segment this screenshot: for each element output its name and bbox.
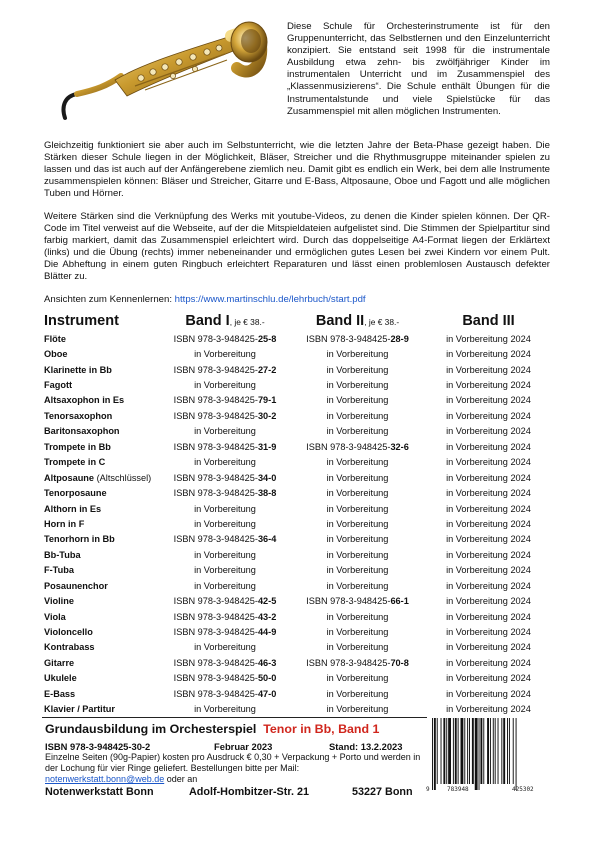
band-3-cell: in Vorbereitung 2024	[446, 395, 531, 406]
isbn-prefix: in Vorbereitung	[326, 549, 389, 560]
instrument-cell	[42, 485, 160, 500]
band-2-cell	[290, 362, 425, 377]
table-row	[42, 346, 552, 361]
barcode-bar	[503, 718, 505, 784]
isbn-prefix: ISBN 978-3-948425-	[173, 657, 258, 668]
table-row	[42, 609, 552, 624]
barcode-bar	[441, 718, 442, 784]
table-row	[42, 501, 552, 516]
instrument-cell	[42, 671, 160, 686]
band-3-cell: in Vorbereitung 2024	[446, 410, 531, 421]
isbn-suffix: 44-9	[257, 627, 277, 638]
email-suffix: oder an	[164, 774, 198, 784]
footer-divider	[42, 717, 427, 718]
band-1-cell	[160, 377, 290, 392]
header-band-1	[160, 311, 290, 331]
publisher-city: 53227 Bonn	[352, 786, 413, 798]
isbn-prefix: ISBN 978-3-948425-	[173, 534, 258, 545]
band-2-cell	[290, 655, 425, 670]
isbn-suffix: 70-8	[390, 657, 409, 668]
isbn-prefix: in Vorbereitung	[326, 364, 389, 375]
band-2-cell	[290, 640, 425, 655]
table-row	[42, 439, 552, 454]
band-2-cell	[290, 424, 425, 439]
barcode-bar	[480, 718, 482, 784]
isbn-prefix: in Vorbereitung	[326, 673, 389, 684]
table-body	[42, 331, 552, 717]
band-2-cell	[290, 563, 425, 578]
barcode-bar	[437, 718, 438, 784]
isbn-prefix: in Vorbereitung	[326, 688, 389, 699]
instrument-cell	[42, 362, 160, 377]
instrument-name: E-Bass	[44, 688, 76, 699]
band-2-cell	[290, 501, 425, 516]
instrument-name: Trompete in Bb	[44, 441, 111, 452]
barcode-bar	[493, 718, 494, 784]
instrument-cell	[42, 578, 160, 593]
band-1-cell	[160, 563, 290, 578]
barcode-bar	[472, 718, 474, 784]
instrument-cell	[42, 563, 160, 578]
footer-date: Februar 2023	[214, 741, 273, 752]
instrument-note: (Altschlüssel)	[94, 472, 152, 483]
instrument-cell	[42, 377, 160, 392]
isbn-prefix: in Vorbereitung	[326, 395, 389, 406]
instrument-cell	[42, 547, 160, 562]
table-row	[42, 362, 552, 377]
instrument-name: Bb-Tuba	[44, 549, 81, 560]
band-3-cell: in Vorbereitung 2024	[446, 426, 531, 437]
isbn-prefix: in Vorbereitung	[194, 426, 256, 437]
isbn-prefix: ISBN 978-3-948425-	[173, 688, 258, 699]
header-band-2-label: Band II	[315, 313, 365, 329]
instrument-cell	[42, 331, 160, 346]
isbn-prefix: in Vorbereitung	[194, 457, 256, 468]
band-3-cell: in Vorbereitung 2024	[446, 488, 531, 499]
isbn-suffix: 28-9	[390, 333, 409, 344]
isbn-prefix: in Vorbereitung	[326, 426, 389, 437]
footer-stand: Stand: 13.2.2023	[329, 741, 403, 752]
instrument-name: Klavier / Partitur	[44, 704, 115, 715]
isbn-prefix: in Vorbereitung	[194, 503, 256, 514]
isbn-prefix: ISBN 978-3-948425-	[173, 627, 258, 638]
isbn-prefix: in Vorbereitung	[326, 503, 389, 514]
band-3-cell: in Vorbereitung 2024	[446, 657, 531, 668]
isbn-prefix: in Vorbereitung	[194, 704, 256, 715]
table-row	[42, 624, 552, 639]
band-1-cell	[160, 424, 290, 439]
isbn-prefix: ISBN 978-3-948425-	[173, 441, 258, 452]
table-row	[42, 593, 552, 608]
isbn-prefix: in Vorbereitung	[326, 472, 389, 483]
instrument-name: Violoncello	[44, 627, 93, 638]
band-3-cell: in Vorbereitung 2024	[446, 333, 531, 344]
isbn-suffix: 43-2	[257, 611, 277, 622]
band-2-cell	[290, 609, 425, 624]
table-row	[42, 655, 552, 670]
table-row	[42, 686, 552, 701]
header-band-2-price: , je € 38.-	[364, 317, 400, 327]
band-1-cell	[160, 593, 290, 608]
intro-text: Diese Schule für Orchesterinstrumente ist für den Gruppenunterricht, das Selbstlernen und den Einzelunterricht konzipiert. Sie entstand seit 1998 für die instrumentale Ausbildung etwa zehn- bis zwölfjähriger Kinder im instrumentalen Unterricht und im Zusammenspiel des „Klassenmusizierens“. Die Schule enthält Übungen für die Instrumentalstunde und viele Spielstücke für das Zusammenspiel mit allen möglichen Instrumenten.	[287, 21, 550, 117]
instrument-cell	[42, 439, 160, 454]
band-3-cell: in Vorbereitung 2024	[446, 380, 531, 391]
band-2-cell	[290, 485, 425, 500]
footer-title	[45, 722, 379, 736]
instrument-cell	[42, 624, 160, 639]
band-3-cell: in Vorbereitung 2024	[446, 565, 531, 576]
isbn-prefix: in Vorbereitung	[326, 565, 389, 576]
isbn-prefix: ISBN 978-3-948425-	[173, 410, 258, 421]
edition-table	[42, 311, 552, 717]
barcode-bar	[432, 718, 433, 790]
isbn-suffix: 42-5	[257, 596, 277, 607]
preview-link[interactable]: https://www.martinschlu.de/lehrbuch/start.pdf	[174, 294, 366, 305]
isbn-prefix: ISBN 978-3-948425-	[173, 611, 258, 622]
band-1-cell	[160, 624, 290, 639]
band-3-cell: in Vorbereitung 2024	[446, 364, 531, 375]
isbn-prefix: in Vorbereitung	[194, 580, 256, 591]
isbn-prefix: in Vorbereitung	[326, 627, 389, 638]
instrument-name: Gitarre	[44, 657, 75, 668]
isbn-prefix: ISBN 978-3-948425-	[306, 657, 391, 668]
band-3-cell: in Vorbereitung 2024	[446, 441, 531, 452]
band-1-cell	[160, 455, 290, 470]
band-3-cell: in Vorbereitung 2024	[446, 580, 531, 591]
band-1-cell	[160, 501, 290, 516]
instrument-name: Posaunenchor	[44, 580, 108, 591]
instrument-cell	[42, 516, 160, 531]
barcode-bar	[479, 718, 480, 790]
table-row	[42, 393, 552, 408]
barcode-bar	[467, 718, 468, 784]
instrument-name: Altsaxophon in Es	[44, 395, 125, 406]
instrument-name: Flöte	[44, 333, 66, 344]
barcode-bar	[498, 718, 499, 784]
footer-order-note: Einzelne Seiten (90g-Papier) kosten pro Ausdruck € 0,30 + Verpackung + Porto und werden in der Lochung für vier Ringe geliefert. Bestellungen bitte per Mail:	[45, 752, 421, 773]
barcode-bar	[446, 718, 447, 784]
barcode-bar	[458, 718, 459, 784]
table-row	[42, 671, 552, 686]
band-1-cell	[160, 485, 290, 500]
instrument-name: Horn in F	[44, 518, 85, 529]
band-3-cell: in Vorbereitung 2024	[446, 704, 531, 715]
isbn-prefix: in Vorbereitung	[326, 518, 389, 529]
band-2-cell	[290, 624, 425, 639]
isbn-prefix: in Vorbereitung	[326, 457, 389, 468]
band-3-cell: in Vorbereitung 2024	[446, 549, 531, 560]
band-1-cell	[160, 609, 290, 624]
isbn-suffix: 36-4	[257, 534, 277, 545]
band-2-cell	[290, 439, 425, 454]
preview-label: Ansichten zum Kennenlernen:	[44, 294, 172, 305]
barcode-bar	[487, 718, 489, 784]
band-3-cell: in Vorbereitung 2024	[446, 457, 531, 468]
instrument-name: Tenorsaxophon	[44, 410, 113, 421]
instrument-name: Trompete in C	[44, 457, 106, 468]
isbn-prefix: ISBN 978-3-948425-	[173, 488, 258, 499]
band-2-cell	[290, 516, 425, 531]
table-header-row	[42, 311, 552, 331]
header-band-3: Band III	[462, 313, 515, 329]
publisher-name: Notenwerkstatt Bonn	[45, 786, 154, 798]
instrument-cell	[42, 532, 160, 547]
band-2-cell	[290, 547, 425, 562]
barcode-bar	[448, 718, 451, 784]
band-1-cell	[160, 578, 290, 593]
instrument-cell	[42, 501, 160, 516]
band-2-cell	[290, 702, 425, 717]
band-1-cell	[160, 547, 290, 562]
isbn-suffix: 30-2	[257, 410, 277, 421]
edition-title: Tenor in Bb, Band 1	[263, 722, 380, 736]
band-1-cell	[160, 686, 290, 701]
band-2-cell	[290, 470, 425, 485]
barcode-bar	[513, 718, 514, 784]
instrument-cell	[42, 424, 160, 439]
band-3-cell: in Vorbereitung 2024	[446, 627, 531, 638]
barcode-digits-left: 783948	[447, 786, 469, 793]
band-1-cell	[160, 640, 290, 655]
table-row	[42, 455, 552, 470]
instrument-name: Viola	[44, 611, 66, 622]
instrument-cell	[42, 408, 160, 423]
isbn-prefix: ISBN 978-3-948425-	[306, 441, 391, 452]
isbn-prefix: in Vorbereitung	[194, 549, 256, 560]
isbn-suffix: 25-8	[257, 333, 277, 344]
instrument-cell	[42, 655, 160, 670]
band-1-cell	[160, 362, 290, 377]
table-row	[42, 516, 552, 531]
table-row	[42, 377, 552, 392]
isbn-suffix: 34-0	[257, 472, 277, 483]
isbn-suffix: 66-1	[390, 596, 409, 607]
instrument-cell	[42, 346, 160, 361]
footer-isbn: ISBN 978-3-948425-30-2	[45, 741, 151, 752]
band-2-cell	[290, 408, 425, 423]
band-3-cell: in Vorbereitung 2024	[446, 611, 531, 622]
isbn-prefix: ISBN 978-3-948425-	[173, 673, 258, 684]
isbn-prefix: ISBN 978-3-948425-	[306, 333, 391, 344]
isbn-prefix: in Vorbereitung	[194, 518, 256, 529]
band-1-cell	[160, 408, 290, 423]
isbn-prefix: in Vorbereitung	[326, 704, 389, 715]
instrument-cell	[42, 640, 160, 655]
publisher-street: Adolf-Hombitzer-Str. 21	[189, 786, 309, 798]
isbn-barcode	[426, 718, 556, 800]
series-title: Grundausbildung im Orchesterspiel	[45, 722, 257, 736]
isbn-prefix: in Vorbereitung	[326, 488, 389, 499]
isbn-prefix: ISBN 978-3-948425-	[173, 395, 258, 406]
band-1-cell	[160, 655, 290, 670]
header-band-2	[290, 311, 425, 331]
isbn-prefix: ISBN 978-3-948425-	[173, 596, 258, 607]
barcode-bar	[455, 718, 457, 784]
band-1-cell	[160, 439, 290, 454]
table-row	[42, 408, 552, 423]
paragraph-strengths: Weitere Stärken sind die Verknüpfung des Werks mit youtube-Videos, zu denen die Kinder spielen können. Der QR-Code im Titel verweist auf die Webseite, auf der die Mitspieldateien aufgelistet sind. Die Stimmen der Spielpartitur sind farbig markiert, damit das Zusammenspiel erleichtert wird. Durch das doppelseitige A4-Format liegen der Erklärtext (links) und die Übung (rechts) immer nebeneinander und ermöglichen gutes Lesen bei zwei Kindern vor einem Pult. Die Abheftung in einem guten Ringbuch erleichtert Reparaturen und lässt einen problemlosen Austausch defekter Blätter zu.	[44, 211, 550, 283]
barcode-bar	[464, 718, 465, 784]
isbn-prefix: in Vorbereitung	[326, 410, 389, 421]
isbn-suffix: 27-2	[257, 364, 277, 375]
band-2-cell	[290, 593, 425, 608]
band-1-cell	[160, 702, 290, 717]
barcode-bar	[443, 718, 445, 784]
table-row	[42, 485, 552, 500]
isbn-prefix: ISBN 978-3-948425-	[173, 364, 258, 375]
isbn-suffix: 31-9	[257, 441, 277, 452]
barcode-bar	[453, 718, 454, 784]
band-1-cell	[160, 470, 290, 485]
isbn-prefix: in Vorbereitung	[194, 349, 256, 360]
instrument-name: F-Tuba	[44, 565, 74, 576]
paragraph-self-study: Gleichzeitig funktioniert sie aber auch im Selbstunterricht, wie die letzten Jahre der Beta-Phase gezeigt haben. Die Stärken dieser Schule liegen in der Möglichkeit, Bläser, Streicher und die Rhythmusgruppe miteinander spielen zu lassen und das ist auch auf der Anfängerebene ziemlich neu. Damit gibt es endlich ein Werk, bei dem alle Instrumente zusammenspielen können: Bläser und Streicher, Gitarre und E-Bass, Altposaune, Oboe und Fagott und alle möglichen Tuben und Hörner.	[44, 140, 550, 200]
instrument-name: Fagott	[44, 380, 73, 391]
instrument-name: Altposaune	[44, 472, 95, 483]
isbn-suffix: 79-1	[257, 395, 277, 406]
header-band-1-price: , je € 38.-	[229, 317, 265, 327]
instrument-name: Klarinette in Bb	[44, 364, 112, 375]
preview-link-line	[44, 294, 366, 305]
band-3-cell: in Vorbereitung 2024	[446, 688, 531, 699]
table-row	[42, 640, 552, 655]
barcode-bar	[507, 718, 508, 784]
isbn-prefix: ISBN 978-3-948425-	[173, 333, 258, 344]
isbn-prefix: in Vorbereitung	[326, 642, 389, 653]
instrument-name: Tenorposaune	[44, 488, 107, 499]
isbn-prefix: in Vorbereitung	[326, 611, 389, 622]
isbn-prefix: in Vorbereitung	[194, 565, 256, 576]
instrument-name: Oboe	[44, 349, 68, 360]
band-1-cell	[160, 671, 290, 686]
band-3-cell: in Vorbereitung 2024	[446, 349, 531, 360]
band-3-cell: in Vorbereitung 2024	[446, 503, 531, 514]
isbn-suffix: 47-0	[257, 688, 277, 699]
band-2-cell	[290, 455, 425, 470]
instrument-name: Tenorhorn in Bb	[44, 534, 115, 545]
instrument-cell	[42, 393, 160, 408]
saxophone-image	[55, 14, 275, 122]
barcode-bar	[461, 718, 464, 784]
barcode-bar	[475, 718, 478, 790]
isbn-prefix: ISBN 978-3-948425-	[173, 472, 258, 483]
band-2-cell	[290, 578, 425, 593]
band-1-cell	[160, 516, 290, 531]
band-1-cell	[160, 346, 290, 361]
band-1-cell	[160, 393, 290, 408]
band-3-cell: in Vorbereitung 2024	[446, 642, 531, 653]
instrument-cell	[42, 609, 160, 624]
instrument-cell	[42, 702, 160, 717]
footer-contact-line	[45, 774, 425, 785]
band-2-cell	[290, 671, 425, 686]
isbn-prefix: in Vorbereitung	[194, 642, 256, 653]
band-2-cell	[290, 346, 425, 361]
band-3-cell: in Vorbereitung 2024	[446, 596, 531, 607]
band-2-cell	[290, 532, 425, 547]
instrument-cell	[42, 593, 160, 608]
table-row	[42, 547, 552, 562]
barcode-bar	[495, 718, 496, 784]
band-2-cell	[290, 393, 425, 408]
instrument-name: Ukulele	[44, 673, 77, 684]
barcode-bar	[501, 718, 502, 784]
isbn-prefix: in Vorbereitung	[326, 349, 389, 360]
barcode-digit-first: 9	[426, 786, 430, 793]
isbn-prefix: in Vorbereitung	[194, 380, 256, 391]
barcode-bar	[509, 718, 510, 784]
isbn-suffix: 32-6	[390, 441, 409, 452]
band-3-cell: in Vorbereitung 2024	[446, 534, 531, 545]
band-3-cell: in Vorbereitung 2024	[446, 472, 531, 483]
isbn-prefix: in Vorbereitung	[326, 380, 389, 391]
email-link[interactable]: notenwerkstatt.bonn@web.de	[45, 774, 165, 784]
table-row	[42, 702, 552, 717]
band-2-cell	[290, 686, 425, 701]
isbn-prefix: in Vorbereitung	[326, 534, 389, 545]
band-2-cell	[290, 377, 425, 392]
instrument-cell	[42, 470, 160, 485]
barcode-bar	[490, 718, 491, 784]
isbn-suffix: 46-3	[257, 657, 277, 668]
instrument-name: Kontrabass	[44, 642, 95, 653]
band-3-cell: in Vorbereitung 2024	[446, 518, 531, 529]
band-2-cell	[290, 331, 425, 346]
header-band-1-label: Band I	[185, 313, 230, 329]
instrument-name: Althorn in Es	[44, 503, 102, 514]
instrument-name: Violine	[44, 596, 74, 607]
table-row	[42, 563, 552, 578]
barcode-bar	[469, 718, 470, 784]
barcode-bar	[516, 718, 517, 790]
isbn-suffix: 50-0	[257, 673, 277, 684]
barcode-bar	[483, 718, 484, 784]
table-row	[42, 532, 552, 547]
band-1-cell	[160, 532, 290, 547]
table-row	[42, 470, 552, 485]
band-3-cell: in Vorbereitung 2024	[446, 673, 531, 684]
table-row	[42, 331, 552, 346]
table-row	[42, 424, 552, 439]
instrument-cell	[42, 455, 160, 470]
isbn-suffix: 38-8	[257, 488, 277, 499]
isbn-prefix: in Vorbereitung	[326, 580, 389, 591]
instrument-name: Baritonsaxophon	[44, 426, 120, 437]
header-instrument: Instrument	[44, 313, 119, 329]
isbn-prefix: ISBN 978-3-948425-	[306, 596, 391, 607]
table-row	[42, 578, 552, 593]
barcode-digits-right: 425302	[512, 786, 534, 793]
instrument-cell	[42, 686, 160, 701]
band-1-cell	[160, 331, 290, 346]
barcode-bar	[434, 718, 436, 790]
